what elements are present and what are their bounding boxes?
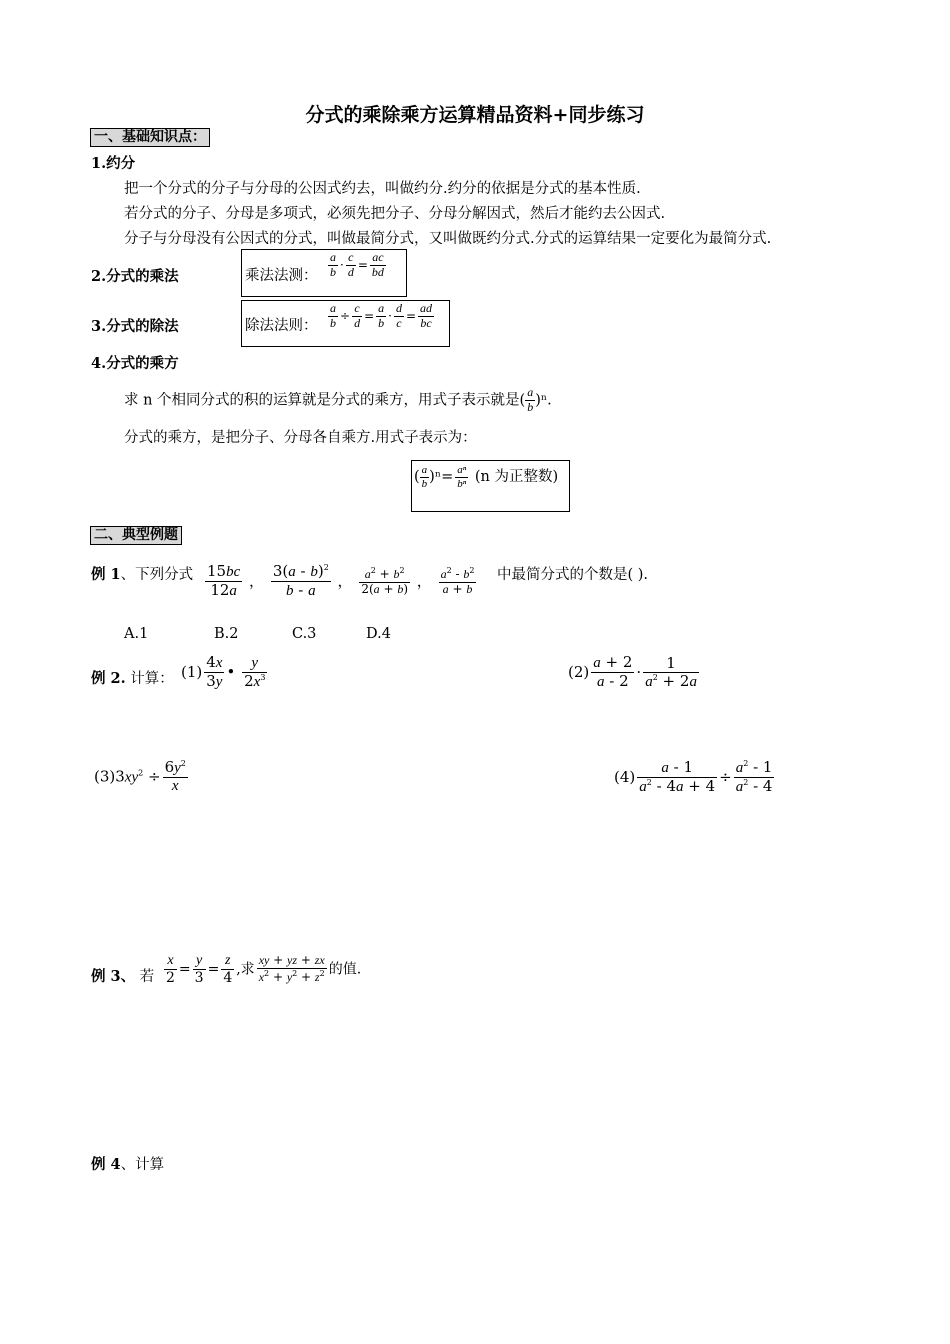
example-3-text: 若 [135, 969, 155, 985]
power-line-1-text: 求 n 个相同分式的积的运算就是分式的乘方，用式子表示就是( [124, 392, 526, 409]
example-1-label: 例 1 [91, 566, 121, 583]
part-1-label: (1) [181, 662, 203, 681]
reduction-line-3: 分子与分母没有公因式的分式，叫做最简分式，又叫做既约分式.分式的运算结果一定要化为最简分式. [124, 231, 772, 247]
subsection-title-reduction: 1.约分 [91, 155, 136, 172]
power-rule-note: (n 为正整数) [474, 469, 559, 486]
example-2-text: 计算： [125, 671, 174, 687]
division-rule-label: 除法法则： [245, 318, 318, 334]
subsection-title-multiplication: 2.分式的乘法 [91, 268, 179, 285]
example-3-tail: 的值. [328, 961, 362, 978]
page-title: 分式的乘除乘方运算精品资料+同步练习 [305, 104, 645, 126]
power-rule-formula: ( $\frac{a}{b}$ )ⁿ= $\frac{\text{aⁿ}}{\text{bⁿ}}$ (n 为正整数) [414, 464, 559, 490]
multiplication-rule-formula: $\frac{a}{b}$ · $\frac{c}{d}$ = $\frac{ac}{bd}$ [330, 250, 384, 279]
example-2-label: 例 2. [91, 670, 126, 687]
example-1-prefix [91, 563, 193, 584]
example-4-label: 例 4 [91, 1156, 121, 1173]
section-heading-examples: 二、典型例题 [90, 526, 182, 545]
example-1-text: 、下列分式 [120, 567, 194, 583]
example-4-prefix [91, 1153, 164, 1174]
option-d: D.4 [366, 626, 391, 642]
subsection-title-division: 3.分式的除法 [91, 318, 179, 335]
power-line-2: 分式的乘方，是把分子、分母各自乘方.用式子表示为： [124, 430, 477, 446]
subsection-title-power: 4.分式的乘方 [91, 355, 179, 372]
reduction-line-2: 若分式的分子、分母是多项式，必须先把分子、分母分解因式，然后才能约去公因式. [124, 206, 666, 222]
example-2-part-3: $(3)3xy^2$ ÷ $\frac{6y^2}{x}$ [94, 758, 186, 795]
example-3-formula: $\frac{x}{2}$ = $\frac{y}{3}$ = $\frac{z}{4}$ ,求 $\frac{xy + yz + zx}{x^2 + y^2 + z^2}$ 的值. [166, 953, 362, 987]
example-3-mid: ,求 [236, 961, 255, 978]
example-2-part-1: (1) $\frac{4x}{3y}$ • $\frac{y}{2x^3}$ [181, 653, 266, 691]
example-4-text: 、计算 [120, 1157, 165, 1173]
example-2-part-2: (2) $\frac{a + 2}{a - 2}$ · $\frac{1}{a^2 + 2a}$ [568, 653, 697, 691]
multiplication-rule-label: 乘法法测： [245, 268, 318, 284]
example-1-tail: 中最简分式的个数是( ). [497, 567, 649, 583]
division-rule-formula: $\frac{a}{b}$ ÷ $\frac{c}{d}$ = $\frac{a}{b}$ · $\frac{d}{c}$ = $\frac{ad}{bc}$ [330, 301, 433, 330]
option-a: A.1 [124, 626, 149, 642]
part-2-label: (2) [568, 662, 590, 681]
option-c: C.3 [292, 626, 317, 642]
example-1-fractions: $\frac{15bc}{12a}$ ， $\frac{3(a - b)^2}{b - a}$ ， $\frac{a^2 + b^2}{2(a + b)}$ ， $\frac{a^2 - b^2}{a + b}$ [207, 562, 475, 600]
section-heading-basics: 一、基础知识点： [90, 128, 210, 147]
power-line-1: 求 n 个相同分式的积的运算就是分式的乘方，用式子表示就是( $\frac{a}{b}$ )ⁿ. [124, 385, 552, 414]
example-3-label: 例 3、 [91, 968, 136, 985]
part-3-label: (3) [94, 767, 116, 786]
part-4-label: (4) [614, 767, 636, 786]
example-2-part-4: (4) $\frac{a - 1}{a^2 - 4a + 4}$ ÷ $\frac{a^2 - 1}{a^2 - 4}$ [614, 758, 773, 796]
option-b: B.2 [214, 626, 239, 642]
power-line-1-end: )ⁿ. [535, 392, 552, 409]
reduction-line-1: 把一个分式的分子与分母的公因式约去，叫做约分.约分的依据是分式的基本性质. [124, 181, 641, 197]
example-3-prefix [91, 965, 154, 986]
example-2-prefix [91, 667, 174, 688]
